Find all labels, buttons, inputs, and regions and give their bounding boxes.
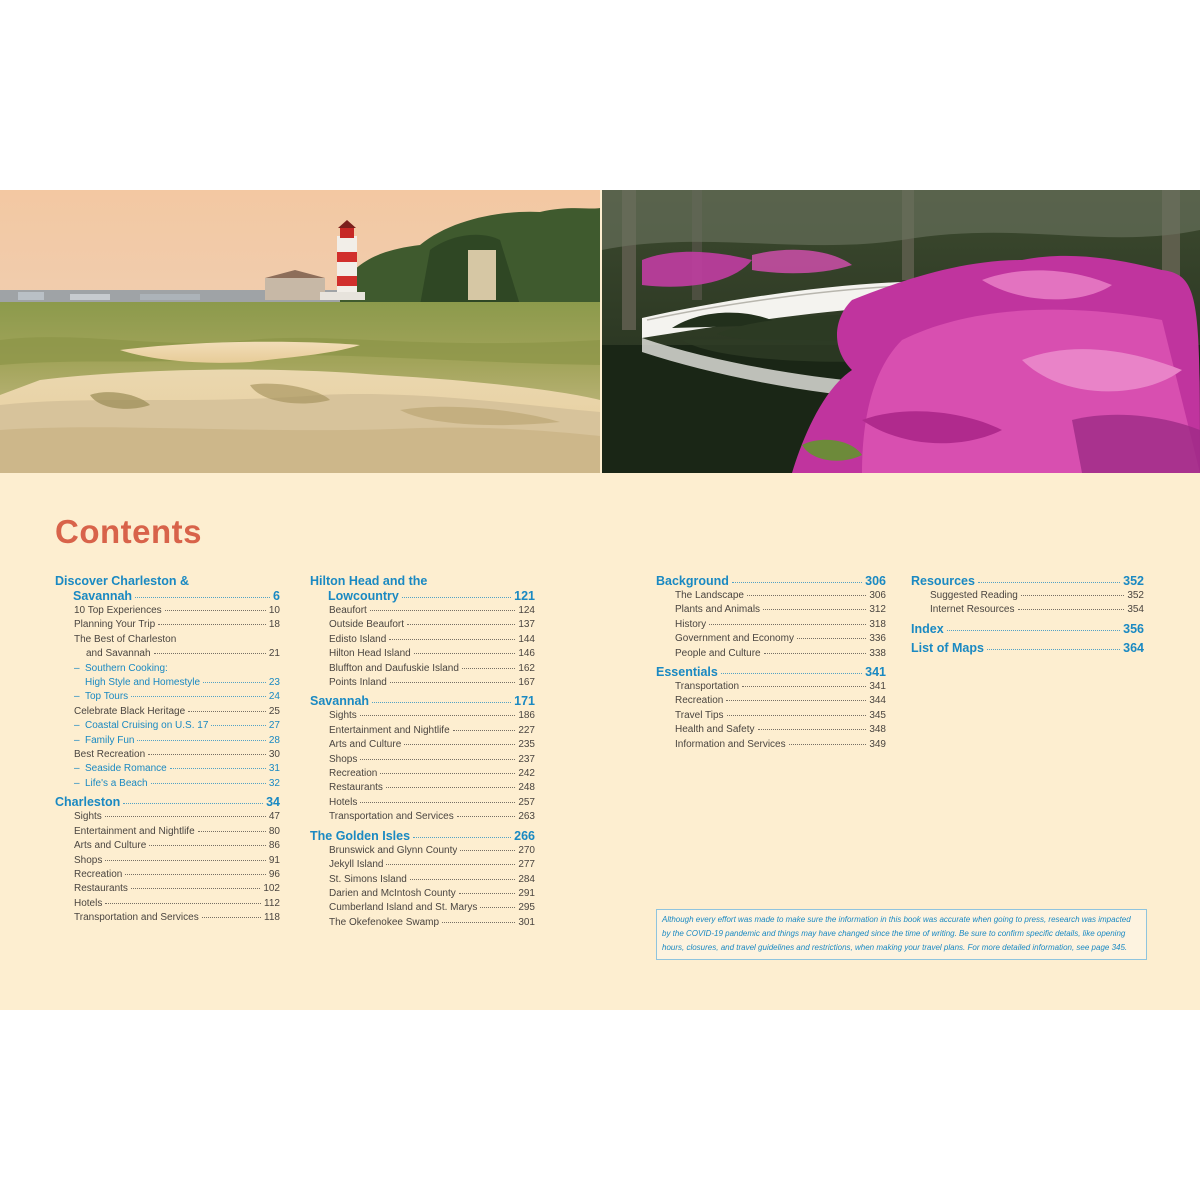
leader-dots <box>414 652 516 654</box>
leader-dots <box>188 710 266 712</box>
toc-page-number: 352 <box>1127 590 1144 601</box>
toc-entry-label: Information and Services <box>675 738 786 750</box>
toc-entry[interactable] <box>310 676 535 690</box>
toc-subentry[interactable] <box>55 690 280 704</box>
leader-dots <box>125 873 266 875</box>
toc-page-number: 24 <box>268 691 280 703</box>
toc-entry[interactable] <box>310 709 535 723</box>
toc-page-number: 171 <box>514 694 535 709</box>
toc-page-number: 32 <box>268 777 280 789</box>
toc-page-number: 227 <box>518 724 535 736</box>
leader-dots <box>1021 594 1124 596</box>
toc-subentry[interactable] <box>55 719 280 733</box>
toc-subentry-label: Family Fun <box>85 734 135 746</box>
leader-dots <box>763 608 866 610</box>
leader-dots <box>105 902 261 904</box>
toc-entry-label: Government and Economy <box>675 633 794 645</box>
toc-page-number: 235 <box>518 739 535 751</box>
toc-entry-label: Entertainment and Nightlife <box>74 825 195 837</box>
toc-entry[interactable] <box>310 916 535 930</box>
page-title: Contents <box>55 513 202 550</box>
toc-heading-label: Background <box>656 574 729 588</box>
toc-entry-label: Hotels <box>329 796 358 808</box>
white-bridge-azaleas-image <box>602 190 1200 473</box>
toc-page-number: 295 <box>518 902 535 914</box>
toc-page-number: 248 <box>518 782 535 794</box>
toc-entry[interactable] <box>911 589 1144 603</box>
toc-entry-label: Best Recreation <box>74 749 146 761</box>
toc-entry[interactable] <box>55 810 280 824</box>
toc-subentry-label: Top Tours <box>85 691 129 703</box>
leader-dots <box>764 652 867 654</box>
toc-heading-list-of-maps[interactable] <box>911 641 1144 656</box>
leader-dots <box>154 652 266 654</box>
lighthouse-marsh-photo <box>0 190 600 473</box>
toc-section-savannah <box>310 694 535 824</box>
toc-column-2 <box>310 574 535 930</box>
leader-dots <box>148 753 266 755</box>
toc-heading-line: Discover Charleston & <box>55 574 190 588</box>
toc-heading-discover[interactable] <box>55 574 280 604</box>
toc-subentry-label-cont: High Style and Homestyle <box>85 677 201 689</box>
leader-dots <box>380 772 515 774</box>
toc-entry-label: Transportation and Services <box>329 811 454 823</box>
toc-page-number: 96 <box>268 868 280 880</box>
leader-dots <box>390 681 515 683</box>
toc-page-number: 354 <box>1127 604 1144 616</box>
bullet-dash: – <box>74 662 80 674</box>
toc-section-hilton-head <box>310 574 535 690</box>
bullet-dash: – <box>74 777 80 789</box>
bullet-dash: – <box>74 720 80 732</box>
toc-section-list-of-maps <box>911 641 1144 656</box>
leader-dots <box>727 714 867 716</box>
toc-entry-label: Recreation <box>74 868 123 880</box>
toc-entry[interactable] <box>55 604 280 618</box>
toc-entry-label: Plants and Animals <box>675 604 761 616</box>
toc-entry-label: The Best of Charleston <box>74 633 177 645</box>
toc-heading-line: Lowcountry <box>328 589 399 603</box>
toc-column-3 <box>656 574 886 752</box>
toc-page-number: 352 <box>1123 574 1144 588</box>
toc-subentry[interactable] <box>55 777 280 791</box>
toc-entry-label: People and Culture <box>675 647 761 659</box>
toc-heading-label: Charleston <box>55 795 121 810</box>
toc-entry[interactable] <box>310 844 535 858</box>
leader-dots <box>137 739 265 741</box>
toc-page-number: 318 <box>869 618 886 630</box>
toc-section-index <box>911 622 1144 637</box>
toc-page-number: 277 <box>518 859 535 871</box>
leader-dots <box>410 878 516 880</box>
toc-page-number: 30 <box>268 749 280 761</box>
toc-page-number: 336 <box>869 633 886 645</box>
toc-page-number: 144 <box>518 633 535 645</box>
leader-dots <box>170 767 266 769</box>
toc-entry[interactable] <box>310 810 535 824</box>
toc-entry[interactable] <box>310 647 535 661</box>
toc-page-number: 31 <box>268 763 280 775</box>
toc-page-number: 349 <box>869 738 886 750</box>
toc-subentry-label: Coastal Cruising on U.S. 17 <box>85 720 209 732</box>
toc-entry[interactable] <box>310 796 535 810</box>
toc-section-background <box>656 574 886 661</box>
leader-dots <box>413 836 511 838</box>
toc-page-number: 118 <box>264 912 280 924</box>
toc-page-number: 162 <box>518 662 535 674</box>
leader-dots <box>460 849 515 851</box>
toc-entry[interactable] <box>55 911 280 925</box>
toc-entry[interactable] <box>310 738 535 752</box>
toc-page-number: 86 <box>268 840 280 852</box>
toc-page-number: 338 <box>869 647 886 659</box>
toc-entry[interactable] <box>310 873 535 887</box>
toc-entry-label: Celebrate Black Heritage <box>74 705 186 717</box>
toc-entry-label: Sights <box>74 811 102 823</box>
toc-section-charleston <box>55 795 280 925</box>
leader-dots <box>370 609 516 611</box>
toc-page-number: 263 <box>518 811 535 823</box>
toc-entry-label: Outside Beaufort <box>329 619 405 631</box>
leader-dots <box>165 609 266 611</box>
leader-dots <box>721 672 862 674</box>
toc-entry[interactable] <box>310 901 535 915</box>
toc-heading-resources[interactable] <box>911 574 1144 589</box>
toc-page-number: 112 <box>264 897 280 909</box>
leader-dots <box>462 667 515 669</box>
toc-page-number: 312 <box>869 604 886 616</box>
toc-page-number: 348 <box>869 724 886 736</box>
toc-page-number: 80 <box>268 825 280 837</box>
toc-page-number: 306 <box>869 590 886 601</box>
leader-dots <box>202 916 261 918</box>
toc-entry[interactable] <box>55 633 280 662</box>
toc-entry-label: Internet Resources <box>930 604 1015 616</box>
toc-subentry[interactable] <box>55 762 280 776</box>
toc-page-number: 146 <box>518 648 535 660</box>
toc-entry-label: Brunswick and Glynn County <box>329 844 458 856</box>
toc-heading-charleston[interactable] <box>55 795 280 810</box>
toc-entry-label: Health and Safety <box>675 724 755 736</box>
toc-page-number: 344 <box>869 695 886 707</box>
toc-entry[interactable] <box>310 767 535 781</box>
toc-page-number: 242 <box>518 768 535 780</box>
leader-dots <box>360 758 515 760</box>
toc-entry-label: Shops <box>74 854 103 866</box>
toc-page-number: 345 <box>869 709 886 721</box>
white-bridge-azaleas-photo <box>602 190 1200 473</box>
toc-entry[interactable] <box>55 748 280 762</box>
toc-entry-label: Transportation and Services <box>74 912 199 924</box>
leader-dots <box>457 815 516 817</box>
toc-entry-label: Hotels <box>74 897 103 909</box>
leader-dots <box>131 695 266 697</box>
toc-section-resources <box>911 574 1144 618</box>
toc-page-number: 18 <box>268 619 280 631</box>
toc-page-number: 364 <box>1123 640 1144 655</box>
toc-entry-label: Transportation <box>675 681 740 693</box>
toc-entry-label: Planning Your Trip <box>74 619 156 631</box>
toc-entry-label: Hilton Head Island <box>329 648 411 660</box>
toc-entry[interactable] <box>656 680 886 694</box>
toc-entry[interactable] <box>656 589 886 603</box>
toc-heading-label: Savannah <box>310 694 370 709</box>
toc-heading-label: List of Maps <box>911 640 984 655</box>
bullet-dash: – <box>74 691 80 703</box>
toc-entry[interactable] <box>656 738 886 752</box>
leader-dots <box>789 743 867 745</box>
toc-entry-label: Restaurants <box>74 883 128 895</box>
leader-dots <box>386 863 515 865</box>
toc-subentry[interactable] <box>55 662 280 691</box>
toc-entry-label: Entertainment and Nightlife <box>329 724 450 736</box>
leader-dots <box>987 648 1120 650</box>
toc-entry-label: Sights <box>329 710 357 722</box>
toc-page-number: 284 <box>518 873 535 885</box>
toc-page-number: 341 <box>865 665 886 680</box>
toc-entry[interactable] <box>310 753 535 767</box>
toc-entry-label: St. Simons Island <box>329 873 407 885</box>
toc-page-number: 28 <box>268 734 280 746</box>
toc-page-number: 25 <box>268 705 280 717</box>
toc-heading-golden-isles[interactable] <box>310 829 535 844</box>
toc-page-number: 23 <box>268 677 280 689</box>
leader-dots <box>135 596 270 598</box>
toc-heading-label: Index <box>911 621 944 636</box>
toc-entry-label: Restaurants <box>329 782 383 794</box>
toc-page-number: 301 <box>518 916 535 928</box>
leader-dots <box>404 743 515 745</box>
toc-entry-label: Cumberland Island and St. Marys <box>329 902 478 914</box>
toc-page-number: 91 <box>268 854 280 866</box>
toc-entry-label: The Okefenokee Swamp <box>329 916 440 928</box>
leader-dots <box>797 637 866 639</box>
book-spread <box>0 190 1200 1010</box>
toc-heading-label: Essentials <box>656 665 718 680</box>
toc-page-number: 34 <box>266 795 280 810</box>
leader-dots <box>758 728 867 730</box>
toc-page-number: 21 <box>268 648 280 660</box>
toc-page-number: 306 <box>865 574 886 588</box>
toc-page-number: 186 <box>518 710 535 722</box>
toc-heading-essentials[interactable] <box>656 665 886 680</box>
toc-page-number: 356 <box>1123 621 1144 636</box>
leader-dots <box>211 724 265 726</box>
toc-entry-label: Arts and Culture <box>74 840 147 852</box>
toc-entry[interactable] <box>656 709 886 723</box>
toc-heading-label: The Golden Isles <box>310 828 411 843</box>
toc-heading-savannah[interactable] <box>310 694 535 709</box>
toc-page-number: 137 <box>518 619 535 631</box>
leader-dots <box>742 685 866 687</box>
toc-heading-background[interactable] <box>656 574 886 589</box>
leader-dots <box>198 830 266 832</box>
leader-dots <box>747 594 866 596</box>
toc-entry[interactable] <box>310 724 535 738</box>
toc-entry-label: Arts and Culture <box>329 739 402 751</box>
toc-entry[interactable] <box>310 858 535 872</box>
toc-page-number: 10 <box>268 605 280 616</box>
toc-page-number: 270 <box>518 844 535 856</box>
toc-entry[interactable] <box>55 825 280 839</box>
leader-dots <box>459 892 516 894</box>
toc-entry[interactable] <box>55 897 280 911</box>
toc-entry[interactable] <box>656 603 886 617</box>
toc-entry[interactable] <box>55 854 280 868</box>
toc-section-golden-isles <box>310 829 535 930</box>
leader-dots <box>360 801 515 803</box>
leader-dots <box>947 629 1120 631</box>
leader-dots <box>105 815 266 817</box>
leader-dots <box>389 638 515 640</box>
leader-dots <box>372 701 511 703</box>
toc-heading-label: Resources <box>911 574 975 588</box>
toc-section-essentials <box>656 665 886 752</box>
toc-entry-label: Beaufort <box>329 605 367 616</box>
leader-dots <box>453 729 516 731</box>
leader-dots <box>442 921 515 923</box>
leader-dots <box>203 681 266 683</box>
toc-page-number: 291 <box>518 887 535 899</box>
toc-entry[interactable] <box>310 618 535 632</box>
leader-dots <box>105 859 266 861</box>
leader-dots <box>131 887 260 889</box>
leader-dots <box>149 844 266 846</box>
toc-entry-label: The Landscape <box>675 590 744 601</box>
toc-entry[interactable] <box>310 662 535 676</box>
toc-entry-label: Recreation <box>675 695 724 707</box>
leader-dots <box>480 906 515 908</box>
leader-dots <box>732 581 862 583</box>
leader-dots <box>386 786 515 788</box>
toc-entry-label: 10 Top Experiences <box>74 605 162 616</box>
toc-page-number: 27 <box>268 720 280 732</box>
toc-entry[interactable] <box>310 781 535 795</box>
toc-page-number: 124 <box>518 605 535 616</box>
toc-page-number: 266 <box>514 828 535 843</box>
leader-dots <box>123 802 263 804</box>
toc-subentry[interactable] <box>55 734 280 748</box>
toc-entry-label: Darien and McIntosh County <box>329 887 456 899</box>
toc-entry-label-cont: and Savannah <box>86 648 151 660</box>
toc-page-number: 237 <box>518 753 535 765</box>
toc-page-number: 167 <box>518 677 535 689</box>
leader-dots <box>407 623 515 625</box>
toc-page-number: 341 <box>869 681 886 693</box>
toc-subentry-label: Life's a Beach <box>85 777 148 789</box>
toc-entry[interactable] <box>656 632 886 646</box>
leader-dots <box>151 782 266 784</box>
toc-entry[interactable] <box>55 618 280 632</box>
toc-entry-label: Points Inland <box>329 677 387 689</box>
leader-dots <box>158 623 266 625</box>
toc-entry[interactable] <box>55 868 280 882</box>
covid-disclaimer-note: Although every effort was made to make sure the information in this book was accurate when going to press, research was impacted by the COVID-19 pandemic and things may have changed since the time of writing. Be sure to confirm specific details, like opening hours, closures, and travel guidelines and restrictions, when making your travel plans. For more detailed information, see page 345. <box>656 909 1147 960</box>
toc-entry[interactable] <box>55 705 280 719</box>
toc-entry[interactable] <box>656 694 886 708</box>
toc-entry[interactable] <box>656 618 886 632</box>
toc-entry[interactable] <box>310 604 535 618</box>
leader-dots <box>978 581 1120 583</box>
toc-entry[interactable] <box>310 887 535 901</box>
toc-entry-label: Shops <box>329 753 358 765</box>
toc-entry-label: Travel Tips <box>675 709 724 721</box>
toc-entry-label: Jekyll Island <box>329 859 384 871</box>
lighthouse-marsh-image <box>0 190 600 473</box>
toc-page-number: 257 <box>518 796 535 808</box>
toc-heading-index[interactable] <box>911 622 1144 637</box>
leader-dots <box>1018 608 1125 610</box>
toc-entry-label: Bluffton and Daufuskie Island <box>329 662 459 674</box>
toc-entry[interactable] <box>911 603 1144 617</box>
toc-subentry-label: Seaside Romance <box>85 763 167 775</box>
toc-heading-line: Hilton Head and the <box>310 574 428 588</box>
toc-heading-line: Savannah <box>73 589 133 603</box>
toc-section-discover <box>55 574 280 791</box>
leader-dots <box>709 623 866 625</box>
bullet-dash: – <box>74 734 80 746</box>
toc-entry[interactable] <box>55 882 280 896</box>
toc-page-number: 121 <box>514 589 535 603</box>
toc-entry-label: History <box>675 618 707 630</box>
toc-entry[interactable] <box>55 839 280 853</box>
toc-subentry-label: Southern Cooking: <box>85 662 168 674</box>
toc-column-1 <box>55 574 280 926</box>
toc-page-number: 6 <box>273 589 280 603</box>
toc-entry[interactable] <box>656 723 886 737</box>
toc-entry-label: Recreation <box>329 768 378 780</box>
toc-column-4 <box>911 574 1144 656</box>
leader-dots <box>360 714 516 716</box>
toc-heading-hilton-head[interactable] <box>310 574 535 604</box>
toc-entry-label: Edisto Island <box>329 633 387 645</box>
toc-entry[interactable] <box>656 647 886 661</box>
toc-entry[interactable] <box>310 633 535 647</box>
toc-page-number: 47 <box>268 811 280 823</box>
leader-dots <box>726 699 866 701</box>
toc-entry-label: Suggested Reading <box>930 590 1018 601</box>
leader-dots <box>402 596 511 598</box>
bullet-dash: – <box>74 763 80 775</box>
toc-page-number: 102 <box>263 883 280 895</box>
